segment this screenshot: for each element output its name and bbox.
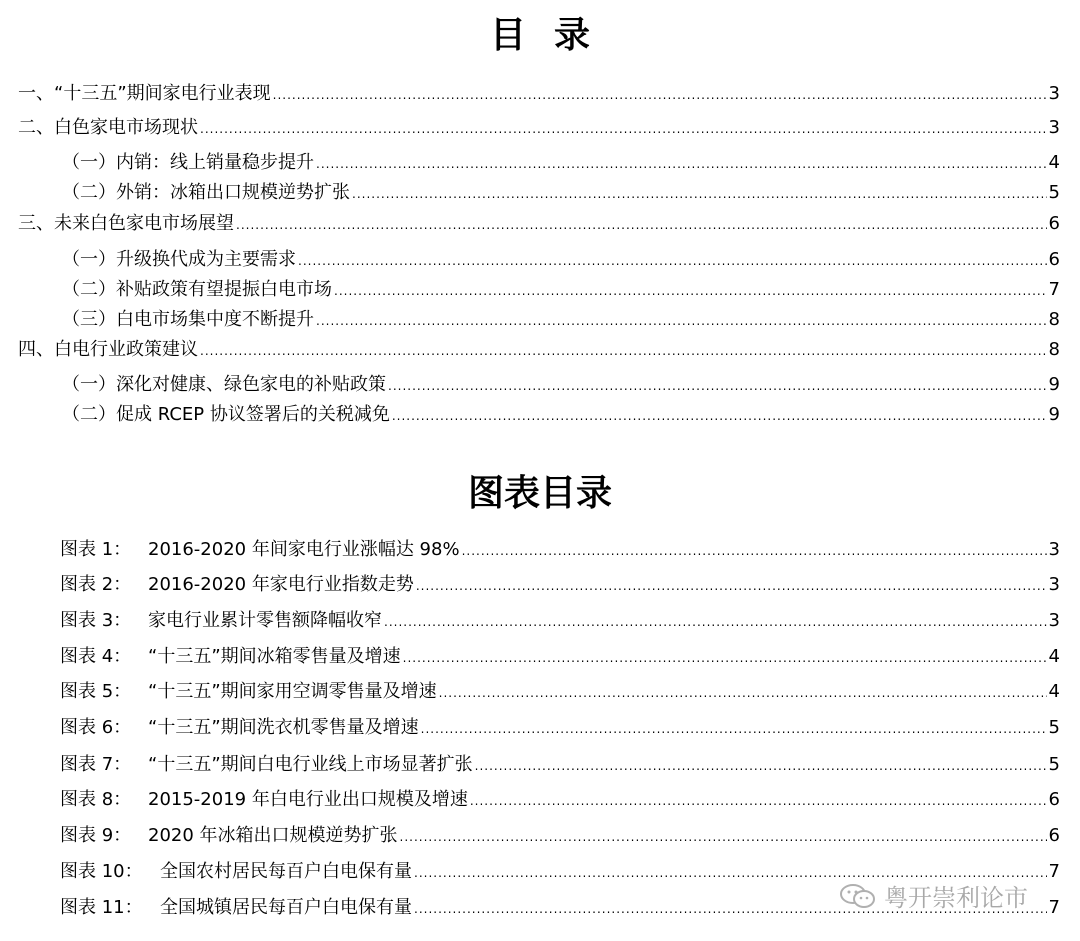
figure-entry[interactable] (60, 753, 1060, 778)
toc-entry[interactable] (18, 212, 1060, 237)
figure-entry[interactable] (60, 573, 1060, 598)
dot-leader (388, 374, 1047, 398)
figure-entry-label: “十三五”期间洗衣机零售量及增速 (148, 717, 419, 738)
toc-entry-label: 四、白电行业政策建议 (18, 339, 198, 360)
figure-entry-page: 7 (1048, 897, 1060, 918)
toc-entry-page: 6 (1048, 249, 1060, 270)
toc-entry-page: 3 (1048, 83, 1060, 104)
toc-entry-label: （一）深化对健康、绿色家电的补贴政策 (62, 374, 386, 395)
toc-entry-page: 3 (1048, 117, 1060, 138)
toc-entry[interactable] (62, 403, 1060, 428)
figure-entry-page: 4 (1048, 646, 1060, 667)
figure-entry[interactable] (60, 716, 1060, 741)
figures-title: 图表目录 (467, 473, 612, 514)
figure-entry-label: 全国城镇居民每百户白电保有量 (160, 897, 412, 918)
figure-entry-number: 图表 7： (60, 754, 132, 775)
dot-leader (400, 825, 1047, 849)
figure-entry[interactable] (60, 609, 1060, 634)
toc-entry-label: （二）外销：冰箱出口规模逆势扩张 (62, 182, 350, 203)
toc-entry[interactable] (62, 181, 1060, 206)
figure-entry-label: “十三五”期间白电行业线上市场显著扩张 (148, 754, 473, 775)
figure-entry-label: 家电行业累计零售额降幅收窄 (148, 610, 382, 631)
figure-entry-page: 3 (1048, 574, 1060, 595)
dot-leader (200, 117, 1047, 141)
watermark-text: 粤开崇利论市 (884, 884, 1028, 912)
dot-leader (352, 182, 1047, 206)
figure-entry[interactable] (60, 824, 1060, 849)
toc-entry[interactable] (62, 248, 1060, 273)
figure-entry-label: 2016-2020 年家电行业指数走势 (148, 574, 414, 595)
toc-entry-label: （二）促成 RCEP 协议签署后的关税减免 (62, 404, 390, 425)
figure-entry-label: 全国农村居民每百户白电保有量 (160, 861, 412, 882)
figure-entry-page: 5 (1048, 717, 1060, 738)
dot-leader (384, 610, 1047, 634)
figure-entry-page: 5 (1048, 754, 1060, 775)
toc-entry-label: 一、“十三五”期间家电行业表现 (18, 83, 271, 104)
dot-leader (200, 339, 1047, 363)
dot-leader (439, 681, 1047, 705)
toc-entry-label: 二、白色家电市场现状 (18, 117, 198, 138)
figure-entry-page: 6 (1048, 825, 1060, 846)
dot-leader (298, 249, 1047, 273)
figure-entry-number: 图表 4： (60, 646, 132, 667)
toc-entry[interactable] (18, 82, 1060, 107)
figure-entry-label: 2016-2020 年间家电行业涨幅达 98% (148, 539, 460, 560)
dot-leader (421, 717, 1047, 741)
figure-entry-label: “十三五”期间冰箱零售量及增速 (148, 646, 401, 667)
figure-entry-number: 图表 5： (60, 681, 132, 702)
toc-entry-page: 7 (1048, 279, 1060, 300)
dot-leader (316, 152, 1047, 176)
dot-leader (416, 574, 1047, 598)
toc-entry-label: （一）内销：线上销量稳步提升 (62, 152, 314, 173)
figure-entry-number: 图表 3： (60, 610, 132, 631)
figure-entry-page: 4 (1048, 681, 1060, 702)
figure-entry-number: 图表 9： (60, 825, 132, 846)
figure-entry-page: 3 (1048, 610, 1060, 631)
toc-entry-page: 8 (1048, 339, 1060, 360)
figure-entry-number: 图表 1： (60, 539, 132, 560)
dot-leader (462, 539, 1047, 563)
figure-entry[interactable] (60, 680, 1060, 705)
dot-leader (236, 213, 1047, 237)
watermark (838, 878, 1028, 913)
figure-entry[interactable] (60, 788, 1060, 813)
dot-leader (334, 279, 1047, 303)
toc-entry[interactable] (62, 373, 1060, 398)
figure-entry-number: 图表 6： (60, 717, 132, 738)
dot-leader (316, 309, 1047, 333)
toc-entry-label: （一）升级换代成为主要需求 (62, 249, 296, 270)
dot-leader (470, 789, 1047, 813)
toc-entry[interactable] (18, 116, 1060, 141)
figure-entry-page: 7 (1048, 861, 1060, 882)
figure-entry[interactable] (60, 538, 1060, 563)
dot-leader (273, 83, 1047, 107)
toc-entry-page: 9 (1048, 404, 1060, 425)
dot-leader (403, 646, 1047, 670)
figure-entry-number: 图表 10： (60, 861, 143, 882)
toc-entry-page: 5 (1048, 182, 1060, 203)
toc-entry[interactable] (18, 338, 1060, 363)
dot-leader (392, 404, 1047, 428)
toc-entry[interactable] (62, 278, 1060, 303)
toc-entry[interactable] (62, 308, 1060, 333)
figure-entry-label: 2020 年冰箱出口规模逆势扩张 (148, 825, 398, 846)
figure-entry[interactable] (60, 645, 1060, 670)
figure-entry-page: 3 (1048, 539, 1060, 560)
toc-entry-label: （二）补贴政策有望提振白电市场 (62, 279, 332, 300)
toc-entry[interactable] (62, 151, 1060, 176)
dot-leader (475, 754, 1047, 778)
toc-entry-label: 三、未来白色家电市场展望 (18, 213, 234, 234)
figure-entry-number: 图表 8： (60, 789, 132, 810)
toc-title: 目录 (489, 15, 618, 56)
toc-entry-page: 6 (1048, 213, 1060, 234)
figure-entry-number: 图表 11： (60, 897, 143, 918)
toc-entry-label: （三）白电市场集中度不断提升 (62, 309, 314, 330)
figure-entry-label: 2015-2019 年白电行业出口规模及增速 (148, 789, 468, 810)
toc-entry-page: 4 (1048, 152, 1060, 173)
figure-entry-page: 6 (1048, 789, 1060, 810)
figure-entry-label: “十三五”期间家用空调零售量及增速 (148, 681, 437, 702)
wechat-icon (838, 882, 878, 910)
toc-entry-page: 8 (1048, 309, 1060, 330)
toc-entry-page: 9 (1048, 374, 1060, 395)
figure-entry-number: 图表 2： (60, 574, 132, 595)
